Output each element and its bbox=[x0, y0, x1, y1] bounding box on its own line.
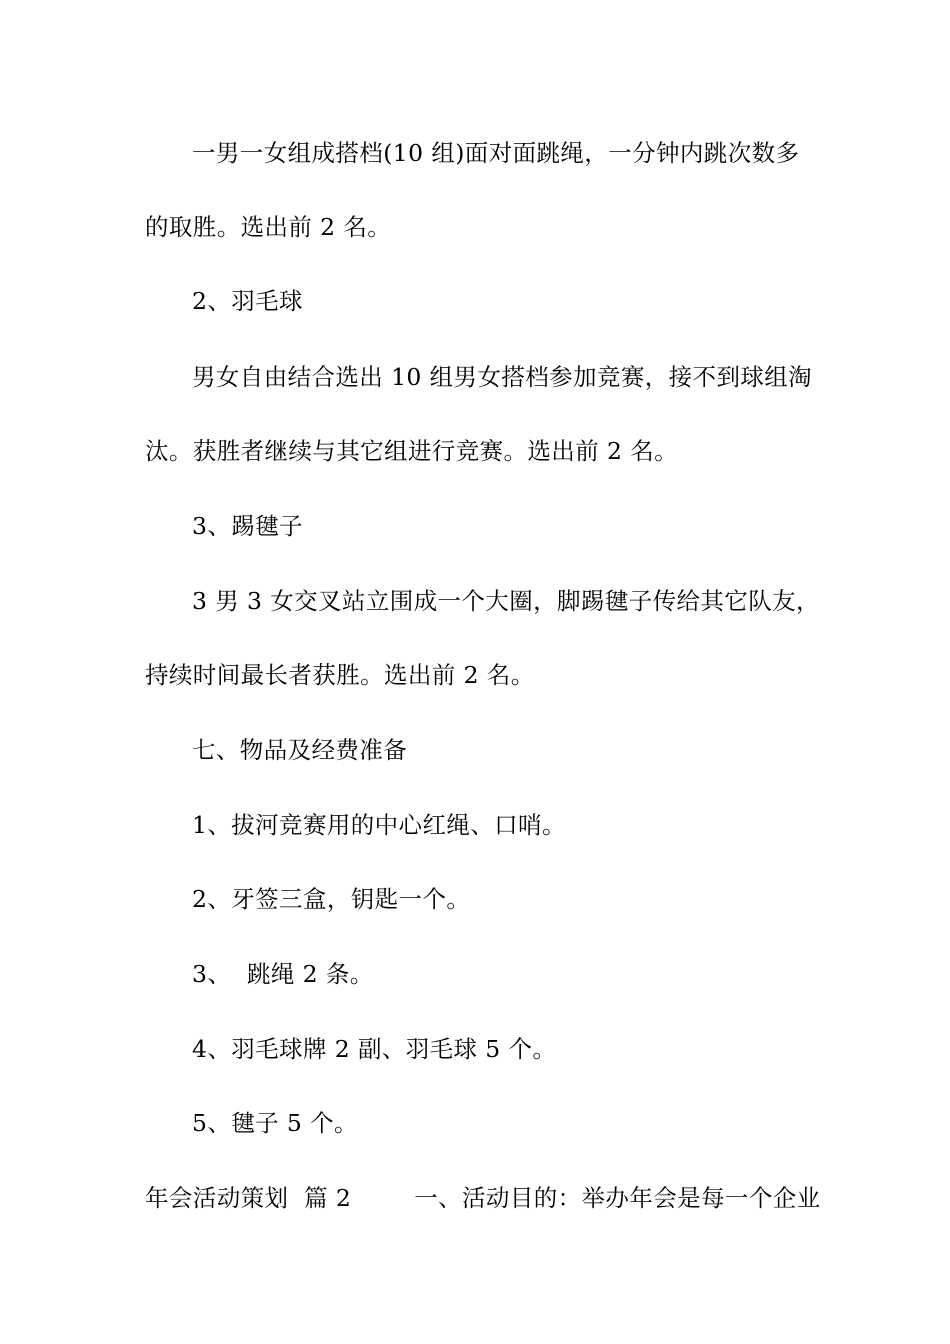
list-item: 1、拔河竞赛用的中心红绳、口哨。 bbox=[192, 811, 566, 839]
list-item: 3、 跳绳 2 条。 bbox=[192, 960, 374, 988]
paragraph-line: 男女自由结合选出 10 组男女搭档参加竞赛，接不到球组淘 bbox=[192, 363, 813, 391]
paragraph-line: 持续时间最长者获胜。选出前 2 名。 bbox=[145, 661, 535, 689]
paragraph-line: 汰。获胜者继续与其它组进行竞赛。选出前 2 名。 bbox=[145, 437, 678, 465]
paragraph-line: 年会活动策划 篇 2 一、活动目的：举办年会是每一个企业 bbox=[145, 1184, 821, 1212]
list-item: 4、羽毛球牌 2 副、羽毛球 5 个。 bbox=[192, 1035, 557, 1063]
section-heading: 七、物品及经费准备 bbox=[192, 736, 408, 764]
section-heading: 3、踢毽子 bbox=[192, 512, 303, 540]
list-item: 2、牙签三盒，钥匙一个。 bbox=[192, 885, 471, 913]
paragraph-line: 一男一女组成搭档(10 组)面对面跳绳，一分钟内跳次数多 bbox=[192, 139, 800, 167]
paragraph-line: 的取胜。选出前 2 名。 bbox=[145, 213, 392, 241]
list-item: 5、毽子 5 个。 bbox=[192, 1109, 358, 1137]
section-heading: 2、羽毛球 bbox=[192, 287, 303, 315]
paragraph-line: 3 男 3 女交叉站立围成一个大圈，脚踢毽子传给其它队友， bbox=[192, 587, 820, 615]
